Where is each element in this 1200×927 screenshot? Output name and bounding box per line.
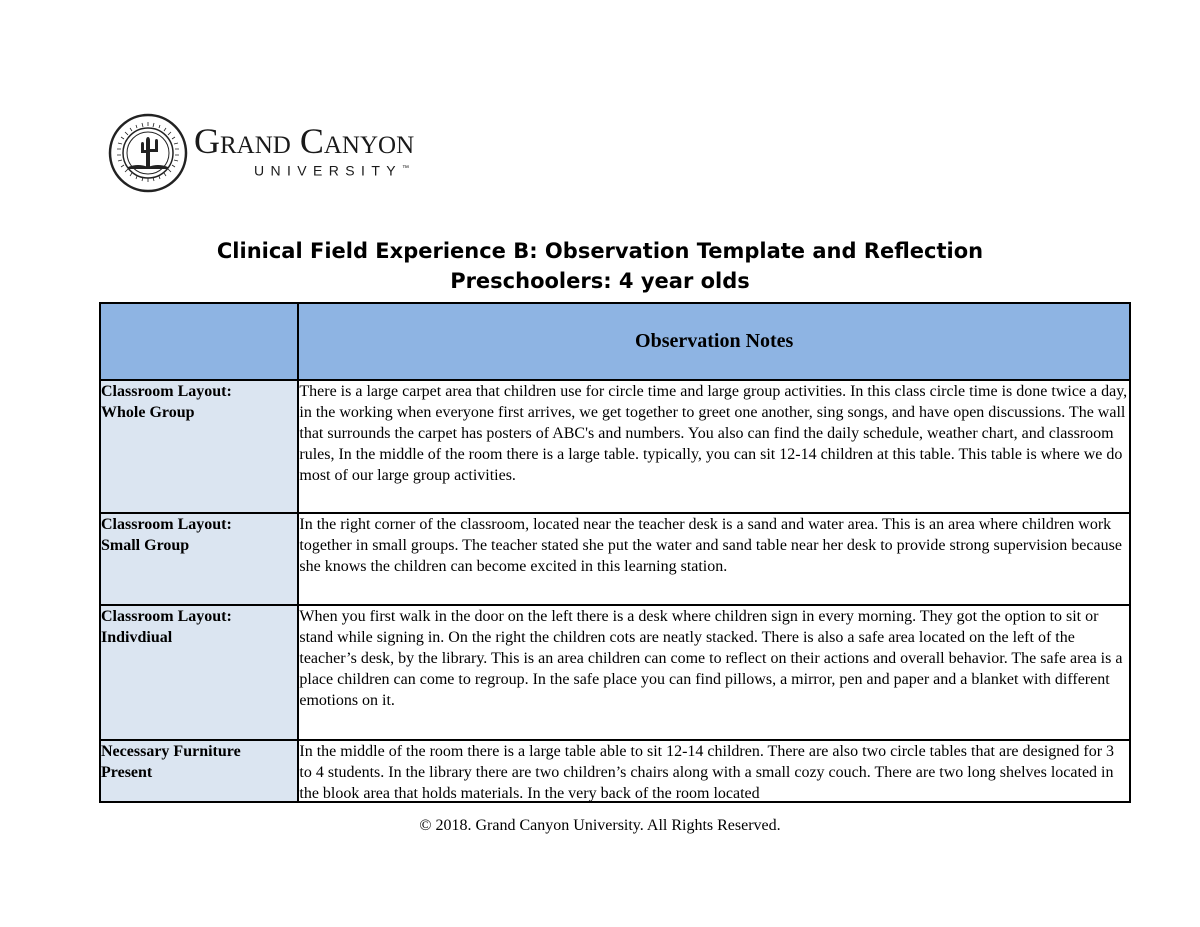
document-subtitle: Preschoolers: 4 year olds <box>450 269 750 293</box>
logo-subtitle: UNIVERSITY™ <box>254 162 410 179</box>
row-label-cell <box>100 513 298 605</box>
observation-table <box>99 302 1131 803</box>
row-notes-cell <box>298 740 1130 802</box>
gcu-logo <box>108 113 414 193</box>
row-notes-cell: In the right corner of the classroom, located near the teacher desk is a sand and water area. This is an area where children work together in small groups. The teacher stated she put the water and sand table near her desk to provide strong supervision because she knows the children can become excited in this learning station. <box>298 513 1130 605</box>
row-label-line: Necessary Furniture <box>101 743 241 760</box>
row-label-line: Classroom Layout: <box>101 608 232 625</box>
header-notes-cell: Observation Notes <box>298 303 1130 380</box>
row-label-cell <box>100 605 298 740</box>
row-label-line: Small Group <box>101 537 190 554</box>
university-seal-icon <box>108 113 188 193</box>
row-label-line: Classroom Layout: <box>101 516 232 533</box>
logo-name: Grand Canyon <box>194 121 415 162</box>
header-label-cell <box>100 303 298 380</box>
row-label-cell <box>100 740 298 802</box>
copyright-footer: © 2018. Grand Canyon University. All Rights Reserved. <box>419 817 781 834</box>
row-notes-cell: When you first walk in the door on the left there is a desk where children sign in every morning. They got the option to sit or stand while signing in. On the right the children cots are neatly stacked. There is also a safe area located on the left of the teacher’s desk, by the library. This is an area children can come to reflect on their actions and overall behavior. The safe area is a place children can come to regroup. In the safe place you can find pillows, a mirror, pen and paper and a blanket with different emotions on it. <box>298 605 1130 740</box>
table-row <box>100 740 1130 802</box>
row-label-line: Classroom Layout: <box>101 383 232 400</box>
table-row <box>100 380 1130 513</box>
row-label-line: Whole Group <box>101 404 195 421</box>
row-notes-text: In the middle of the room there is a large table able to sit 12-14 children. There are also two circle tables that are designed for 3 to 4 students. In the library there are two children’s chairs along with a small cozy couch. There are two long shelves located in the blook area that holds materials. In the very back of the room located <box>299 743 1115 801</box>
document-title: Clinical Field Experience B: Observation Template and Reflection <box>216 239 984 263</box>
university-wordmark <box>194 121 414 179</box>
row-notes-cell: There is a large carpet area that children use for circle time and large group activities. In this class circle time is done twice a day, in the working when everyone first arrives, we get together to greet one another, sing songs, and have open discussions. The wall that surrounds the carpet has posters of ABC's and numbers. You also can find the daily schedule, weather chart, and classroom rules, In the middle of the room there is a large table. typically, you can sit 12-14 children at this table. This table is where we do most of our large group activities. <box>298 380 1130 513</box>
table-row <box>100 513 1130 605</box>
row-label-cell <box>100 380 298 513</box>
row-label-line: Present <box>101 764 153 781</box>
table-header-row <box>100 303 1130 380</box>
table-row <box>100 605 1130 740</box>
row-label-line: Indivdiual <box>101 629 173 646</box>
